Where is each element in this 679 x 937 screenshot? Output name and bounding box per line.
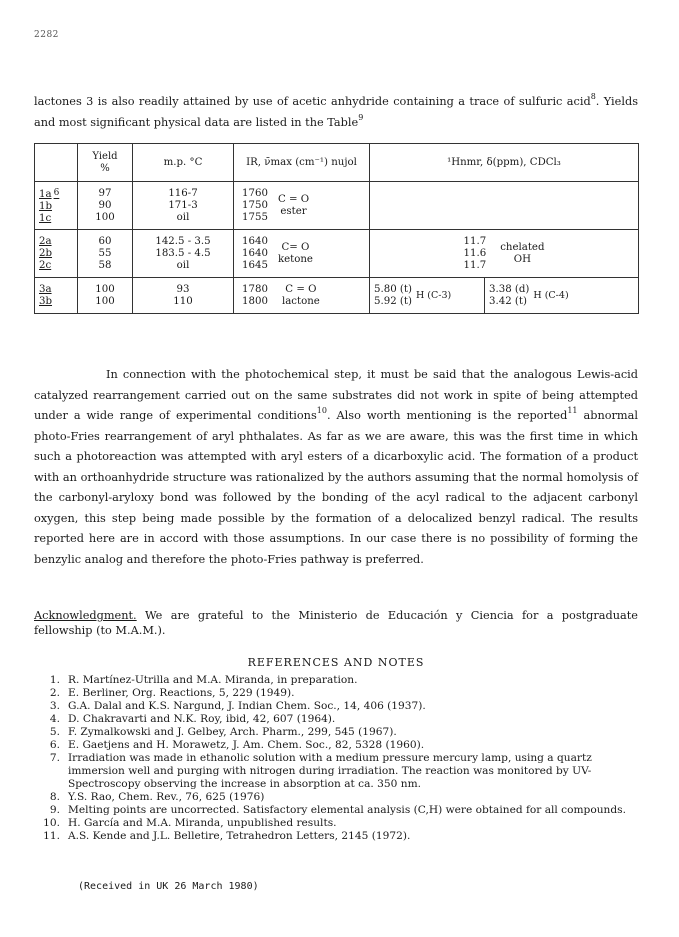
table-row	[35, 278, 639, 314]
ir-cell: 1640 1640 1645 C= O ketone	[234, 230, 370, 278]
header-ir: IR, ν̄max (cm⁻¹) nujol	[234, 144, 370, 182]
references-title: REFERENCES AND NOTES	[247, 656, 425, 669]
reference-item: 9. Melting points are uncorrected. Satisfactory elemental analysis (C,H) were obtained for all compounds.	[49, 804, 626, 816]
mp-cell: 116-7 171-3 oil	[133, 182, 234, 230]
reference-item: 7. Irradiation was made in ethanolic solution with a medium pressure mercury lamp, using a quartz immersion well and purging with nitrogen during irradiation. The reaction was monitored by UV-Spectroscopy observing the increase in absorption at ca. 350 nm.	[49, 752, 592, 790]
compound-cell: 2a 2b 2c	[35, 230, 78, 278]
header-compound	[35, 144, 78, 182]
compound-cell: 3a 3b	[35, 278, 78, 314]
nmr-c4-cell: 3.38 (d) 3.42 (t) H (C-4)	[485, 278, 639, 314]
received-date: (Received in UK 26 March 1980)	[78, 881, 259, 892]
reference-item: 8. Y.S. Rao, Chem. Rev., 76, 625 (1976)	[49, 791, 265, 803]
reference-item: 5. F. Zymalkowski and J. Gelbey, Arch. Pharm., 299, 545 (1967).	[49, 726, 397, 738]
discussion-paragraph: In connection with the photochemical step, it must be said that the analogous Lewis-acid catalyzed rearrangement carried out on the same substrates did not work in spite of being attempted under a wide range of experimental conditions$^{10}$. Also worth mentioning is the reported$^{11}$ abnormal photo-Fries rearrangement of aryl phthalates. As far as we are aware, this was the first time in which such a photoreaction was attempted with aryl esters of a dicarboxylic acid. The formation of a product with an orthoanhydride structure was rationalized by the authors assuming that the normal homolysis of the carbonyl-aryloxy bond was followed by the bonding of the acyl radical to the adjacent carbonyl oxygen, this step being made possible by the formation of a delocalized benzyl radical. The results reported here are in accord with those assumptions. In our case there is no possibility of forming the benzylic analog and therefore the photo-Fries pathway is preferred.	[34, 368, 638, 566]
reference-item: 3. G.A. Dalal and K.S. Nargund, J. Indian Chem. Soc., 14, 406 (1937).	[49, 700, 426, 712]
data-table	[34, 143, 639, 314]
acknowledgment-heading: Acknowledgment.	[34, 609, 137, 622]
reference-item: 2. E. Berliner, Org. Reactions, 5, 229 (1949).	[49, 687, 295, 699]
nmr-cell	[370, 182, 639, 230]
yield-cell: 100 100	[78, 278, 133, 314]
yield-cell: 60 55 58	[78, 230, 133, 278]
citation-sup: 9	[358, 112, 364, 122]
table-row	[35, 182, 639, 230]
reference-item: 4. D. Chakravarti and N.K. Roy, ibid, 42, 607 (1964).	[49, 713, 336, 725]
reference-item: 6. E. Gaetjens and H. Morawetz, J. Am. Chem. Soc., 82, 5328 (1960).	[49, 739, 425, 751]
references-list	[34, 674, 644, 843]
ir-cell: 1760 1750 1755 C = O ester	[234, 182, 370, 230]
yield-cell: 97 90 100	[78, 182, 133, 230]
header-mp: m.p. °C	[133, 144, 234, 182]
nmr-c3-cell: 5.80 (t) 5.92 (t) H (C-3)	[370, 278, 485, 314]
compound-cell: 1a 6 1b 1c	[35, 182, 78, 230]
page-number: 2282	[34, 30, 59, 40]
mp-cell: 142.5 - 3.5 183.5 - 4.5 oil	[133, 230, 234, 278]
reference-item: 11. A.S. Kende and J.L. Belletire, Tetrahedron Letters, 2145 (1972).	[43, 830, 411, 842]
citation-sup: 10	[316, 406, 327, 415]
reference-item: 1. R. Martínez-Utrilla and M.A. Miranda, in preparation.	[49, 674, 358, 686]
table-row	[35, 230, 639, 278]
table-header-row	[35, 144, 639, 182]
ir-cell: 1780 1800 C = O lactone	[234, 278, 370, 314]
reference-item: 10. H. García and M.A. Miranda, unpublished results.	[43, 817, 337, 829]
citation-sup: 8	[590, 92, 596, 101]
intro-paragraph: lactones 3 is also readily attained by use of acetic anhydride containing a trace of sulfuric acid$^8$. Yields and most significant physical data are listed in the Table$^9$	[34, 92, 638, 129]
mp-cell: 93 110	[133, 278, 234, 314]
citation-sup: 11	[567, 406, 578, 415]
acknowledgment: Acknowledgment. We are grateful to the Ministerio de Educación y Ciencia for a postgraduate fellowship (to M.A.M.).	[34, 609, 638, 637]
header-yield: Yield %	[78, 144, 133, 182]
header-nmr: ¹Hnmr, δ(ppm), CDCl₃	[370, 144, 639, 182]
nmr-cell: 11.7 11.6 11.7 chelated OH	[370, 230, 639, 278]
